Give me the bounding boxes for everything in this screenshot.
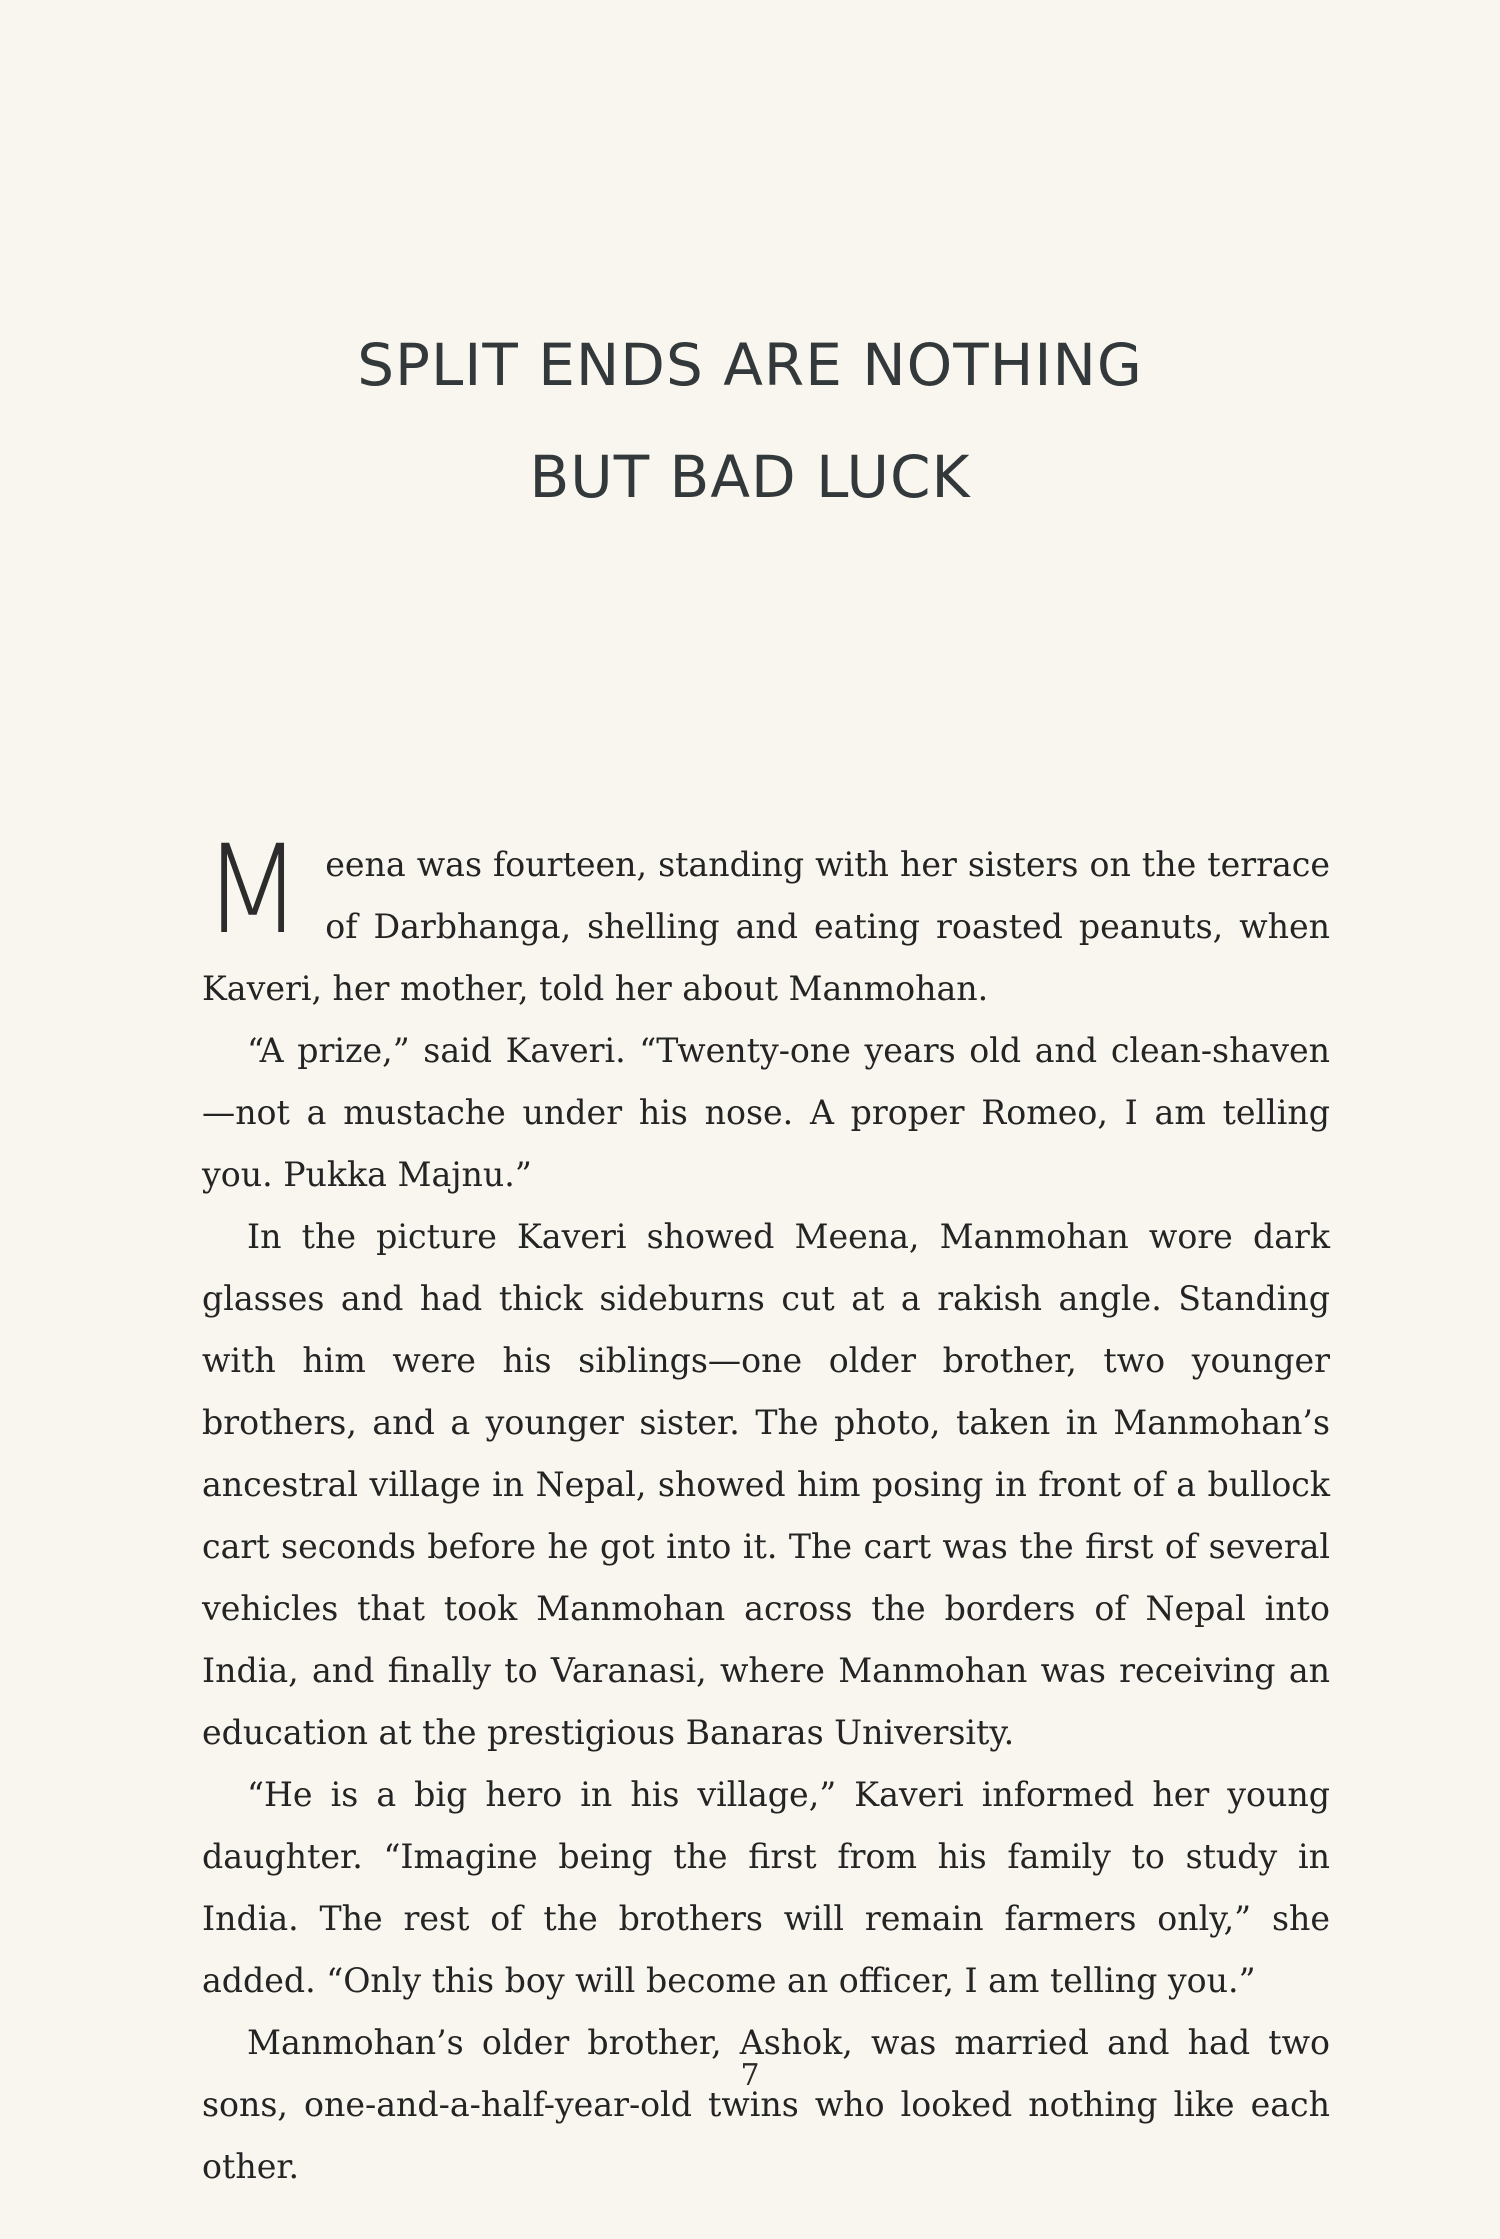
paragraph-1-text: eena was fourteen, standing with her sisters on the terrace of Darbhanga, shelling and eating roasted peanuts, when Kaveri, her mother, told her about Manmohan. xyxy=(202,845,1330,1008)
paragraph-3: In the picture Kaveri showed Meena, Manmohan wore dark glasses and had thick sideburns cut at a rakish angle. Standing with him were his siblings—one older brother, two younger brothers, and a younger sister. The photo, taken in Manmohan’s ancestral village in Nepal, showed him posing in front of a bullock cart seconds before he got into it. The cart was the first of several vehicles that took Manmohan across the borders of Nepal into India, and finally to Varanasi, where Manmohan was receiving an education at the prestigious Banaras University. xyxy=(202,1217,1330,1752)
chapter-title-line-1: SPLIT ENDS ARE NOTHING xyxy=(357,331,1143,399)
paragraph-4: “He is a big hero in his village,” Kaveri informed her young daughter. “Imagine being the first from his family to study in India. The rest of the brothers will remain farmers only,” she added. “Only this boy will become an officer, I am telling you.” xyxy=(202,1775,1330,2000)
chapter-title-line-2: BUT BAD LUCK xyxy=(529,443,971,511)
paragraph-1 xyxy=(202,819,1330,1020)
chapter-body xyxy=(202,819,1330,2198)
paragraph-2: “A prize,” said Kaveri. “Twenty-one years old and clean-shaven—not a mustache under his nose. A proper Romeo, I am telling you. Pukka Majnu.” xyxy=(202,1031,1330,1194)
page-number: 7 xyxy=(740,2058,760,2093)
drop-cap: M xyxy=(202,819,303,961)
paragraph-5: Manmohan’s older brother, Ashok, was married and had two sons, one-and-a-half-year-old twins who looked nothing like each other. xyxy=(202,2023,1330,2186)
